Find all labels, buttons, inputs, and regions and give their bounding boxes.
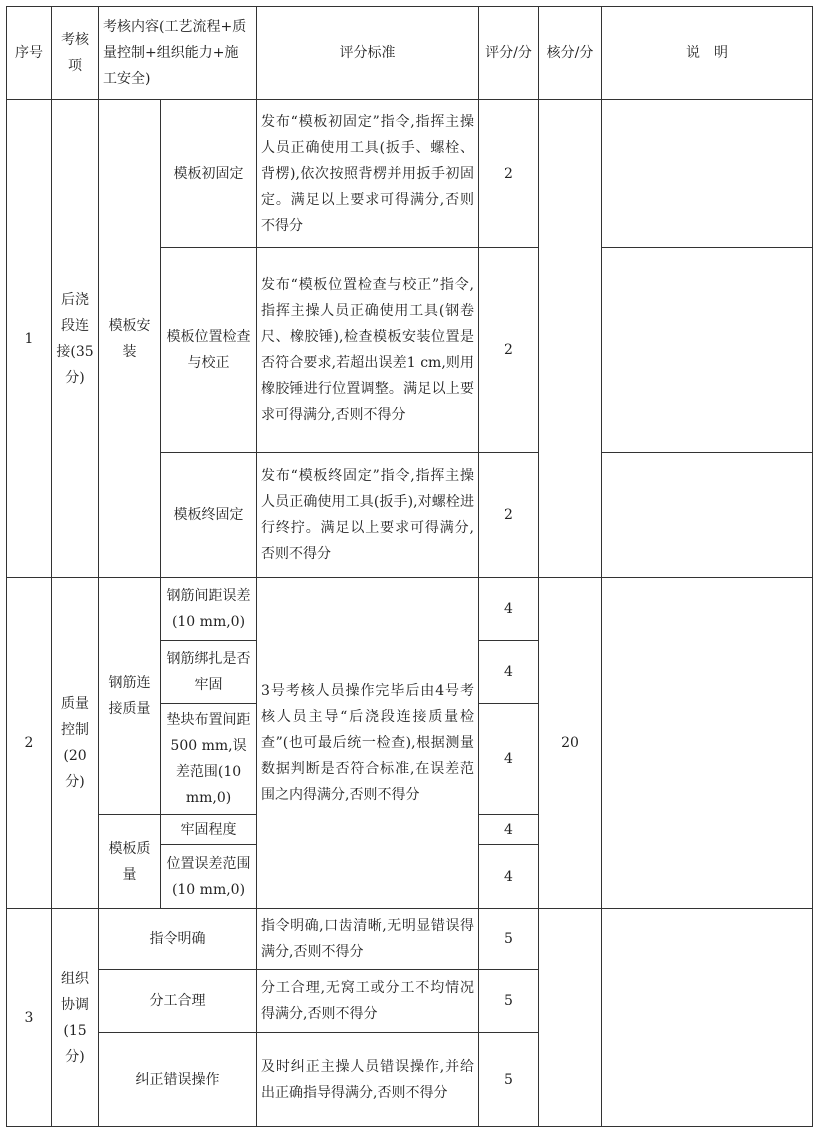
section2-row2-item: 钢筋绑扎是否牢固: [161, 641, 257, 704]
table-row: [7, 100, 813, 248]
header-score: 评分/分: [479, 7, 539, 100]
section2-row2-score: 4: [479, 641, 539, 704]
section1-row1-item: 模板初固定: [161, 100, 257, 248]
section3-row3-score: 5: [479, 1033, 539, 1127]
section2-row1-score: 4: [479, 578, 539, 641]
header-seq: 序号: [7, 7, 52, 100]
section1-row3-standard: 发布“模板终固定”指令,指挥主操人员正确使用工具(扳手),对螺栓进行终拧。满足以上要求可得满分,否则不得分: [257, 453, 479, 578]
header-row: [7, 7, 813, 100]
section2-seq: 2: [7, 578, 52, 909]
section1-check: [539, 100, 602, 578]
section1-row2-standard: 发布“模板位置检查与校正”指令,指挥主操人员正确使用工具(钢卷尺、橡胶锤),检查模板安装位置是否符合要求,若超出误差1 cm,则用橡胶锤进行位置调整。满足以上要求可得满分,否则不得分: [257, 248, 479, 453]
section1-row1-note: [602, 100, 813, 248]
section3-row2-score: 5: [479, 970, 539, 1033]
section3-row2-standard: 分工合理,无窝工或分工不均情况得满分,否则不得分: [257, 970, 479, 1033]
section2-item: 质量控制(20分): [52, 578, 99, 909]
section1-row3-item: 模板终固定: [161, 453, 257, 578]
section1-seq: 1: [7, 100, 52, 578]
section3-seq: 3: [7, 909, 52, 1127]
section2-group1: 钢筋连接质量: [99, 578, 161, 815]
section1-row2-note: [602, 248, 813, 453]
assessment-table: [6, 6, 813, 1127]
header-check: 核分/分: [539, 7, 602, 100]
section3-row1-score: 5: [479, 909, 539, 970]
section3-item: 组织协调(15分): [52, 909, 99, 1127]
section2-row4-item: 牢固程度: [161, 815, 257, 845]
section2-row3-score: 4: [479, 704, 539, 815]
table-row: [7, 578, 813, 641]
section2-note: [602, 578, 813, 909]
section2-row5-score: 4: [479, 845, 539, 909]
section1-row3-note: [602, 453, 813, 578]
section2-row1-item: 钢筋间距误差(10 mm,0): [161, 578, 257, 641]
section1-group: 模板安装: [99, 100, 161, 578]
header-note: 说 明: [602, 7, 813, 100]
section2-group2: 模板质量: [99, 815, 161, 909]
section1-row1-score: 2: [479, 100, 539, 248]
section2-row3-item: 垫块布置间距500 mm,误差范围(10 mm,0): [161, 704, 257, 815]
section1-item: 后浇段连接(35分): [52, 100, 99, 578]
section1-row1-standard: 发布“模板初固定”指令,指挥主操人员正确使用工具(扳手、螺栓、背楞),依次按照背楞并用扳手初固定。满足以上要求可得满分,否则不得分: [257, 100, 479, 248]
section3-row1-item: 指令明确: [99, 909, 257, 970]
section3-row2-item: 分工合理: [99, 970, 257, 1033]
section1-row2-score: 2: [479, 248, 539, 453]
section2-row5-item: 位置误差范围(10 mm,0): [161, 845, 257, 909]
section3-row1-standard: 指令明确,口齿清晰,无明显错误得满分,否则不得分: [257, 909, 479, 970]
header-standard: 评分标准: [257, 7, 479, 100]
section1-row2-item: 模板位置检查与校正: [161, 248, 257, 453]
table-row: [7, 909, 813, 970]
section2-check: 20: [539, 578, 602, 909]
header-item: 考核项: [52, 7, 99, 100]
header-content: 考核内容(工艺流程+质量控制+组织能力+施工安全): [99, 7, 257, 100]
section3-row3-standard: 及时纠正主操人员错误操作,并给出正确指导得满分,否则不得分: [257, 1033, 479, 1127]
section2-row4-score: 4: [479, 815, 539, 845]
section2-standard: 3号考核人员操作完毕后由4号考核人员主导“后浇段连接质量检查”(也可最后统一检查),根据测量数据判断是否符合标准,在误差范围之内得满分,否则不得分: [257, 578, 479, 909]
section1-row3-score: 2: [479, 453, 539, 578]
section3-row3-item: 纠正错误操作: [99, 1033, 257, 1127]
section3-note: [602, 909, 813, 1127]
section3-check: [539, 909, 602, 1127]
